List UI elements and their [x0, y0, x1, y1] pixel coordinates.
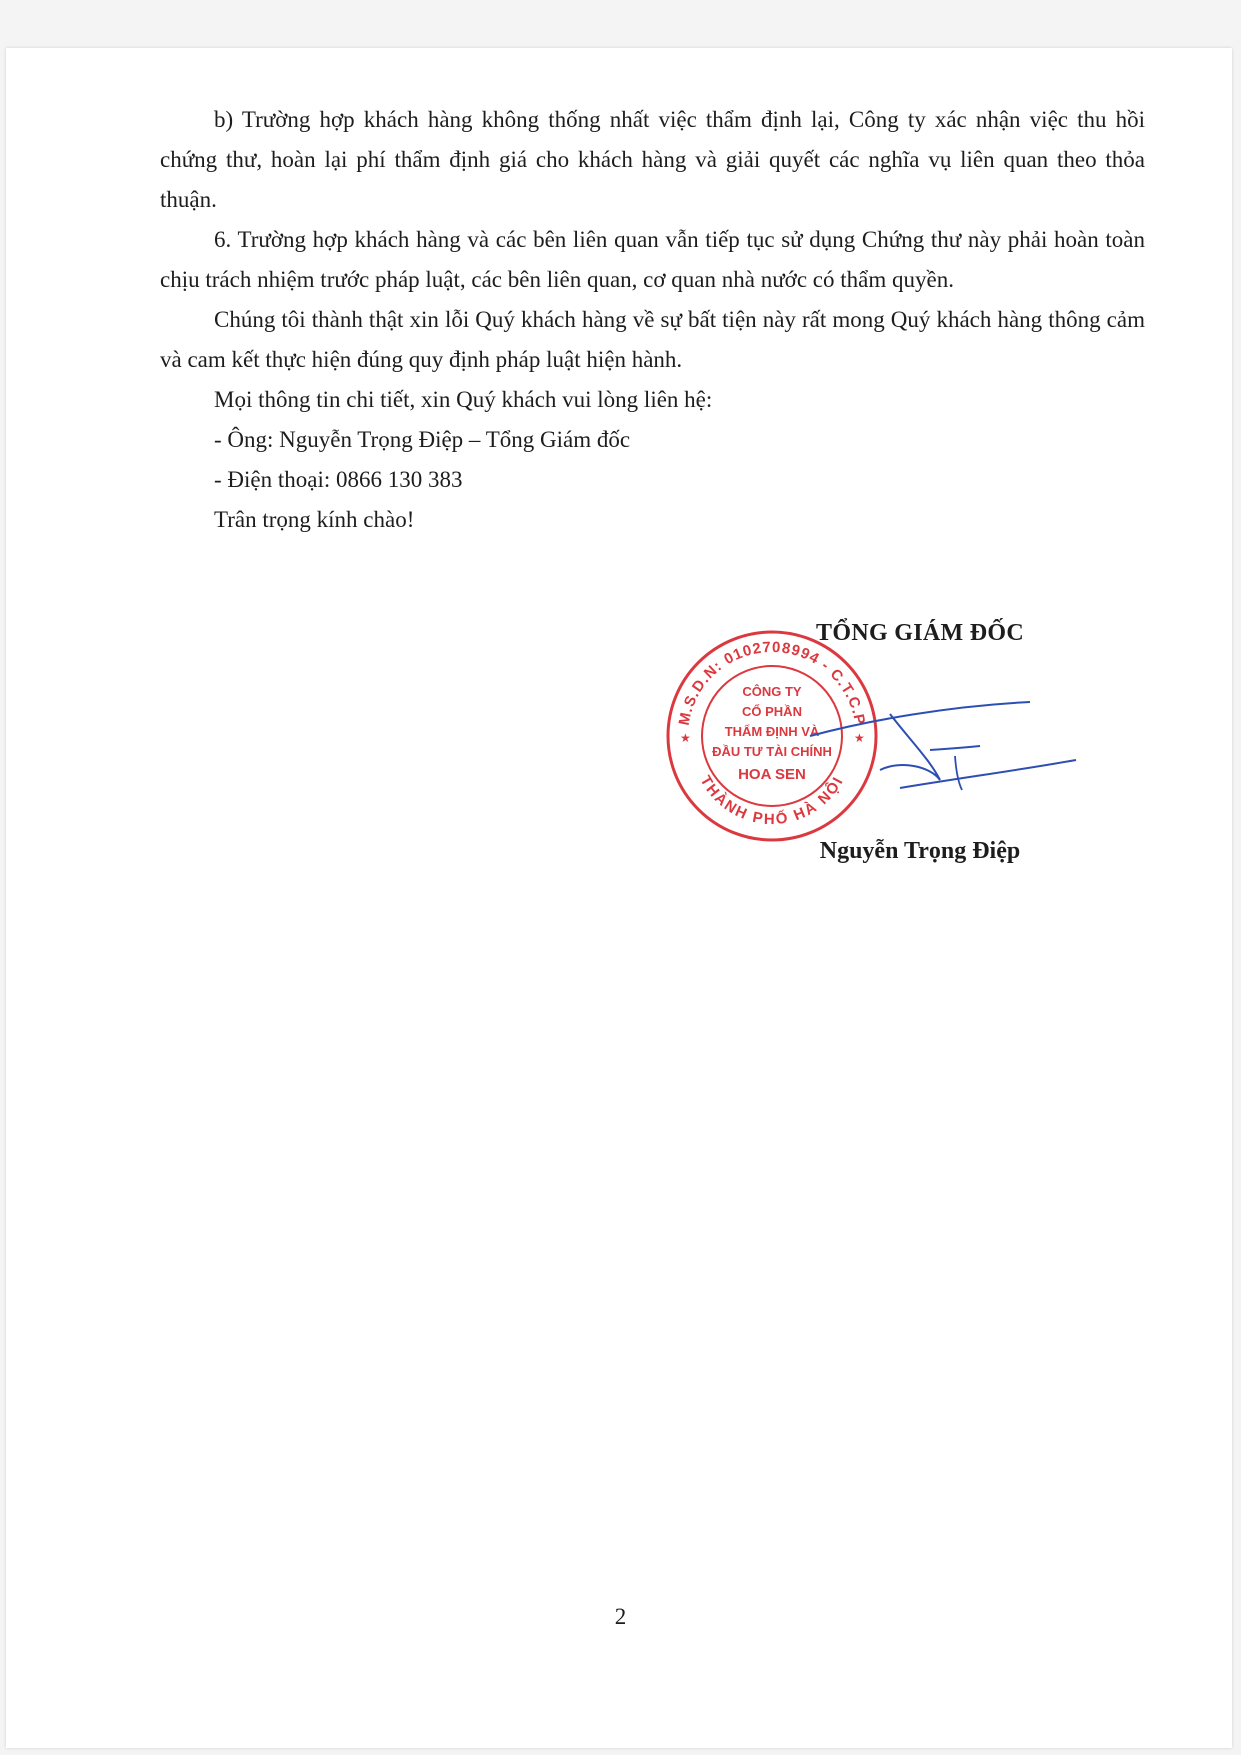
seal-line-1: CÔNG TY — [742, 684, 802, 699]
contact-person: - Ông: Nguyễn Trọng Điệp – Tổng Giám đốc — [214, 427, 631, 452]
signer-title: TỔNG GIÁM ĐỐC — [816, 620, 1024, 646]
paragraph-apology: Chúng tôi thành thật xin lỗi Quý khách hàng về sự bất tiện này rất mong Quý khách hàng thông cảm và cam kết thực hiện đúng quy định pháp luật hiện hành. — [160, 307, 1145, 372]
seal-line-2: CỔ PHẦN — [742, 704, 802, 719]
handwritten-signature — [780, 670, 1080, 810]
contact-intro: Mọi thông tin chi tiết, xin Quý khách vui lòng liên hệ: — [214, 387, 713, 412]
seal-ring-text: M.S.D.N: 0102708994 - C.T.C.P — [675, 638, 869, 727]
seal-star-right-icon: ★ — [854, 731, 865, 745]
signer-name: Nguyễn Trọng Điệp — [819, 838, 1021, 864]
seal-line-5: HOA SEN — [738, 766, 806, 783]
page-number: 2 — [614, 1604, 627, 1629]
seal-bottom-text: THÀNH PHỐ HÀ NỘI — [696, 772, 848, 829]
seal-star-left-icon: ★ — [680, 731, 691, 745]
document-body — [160, 100, 1145, 540]
seal-line-4: ĐẦU TƯ TÀI CHÍNH — [712, 744, 832, 759]
paragraph-6: 6. Trường hợp khách hàng và các bên liên quan vẫn tiếp tục sử dụng Chứng thư này phải hoàn toàn chịu trách nhiệm trước pháp luật, các bên liên quan, cơ quan nhà nước có thẩm quyền. — [160, 227, 1145, 292]
contact-phone: - Điện thoại: 0866 130 383 — [214, 467, 463, 492]
seal-line-3: THẨM ĐỊNH VÀ — [724, 724, 820, 739]
closing-line: Trân trọng kính chào! — [214, 507, 415, 532]
signature-block — [660, 620, 1080, 880]
paragraph-b: b) Trường hợp khách hàng không thống nhất việc thẩm định lại, Công ty xác nhận việc thu hồi chứng thư, hoàn lại phí thẩm định giá cho khách hàng và giải quyết các nghĩa vụ liên quan theo thỏa thuận. — [160, 107, 1145, 212]
